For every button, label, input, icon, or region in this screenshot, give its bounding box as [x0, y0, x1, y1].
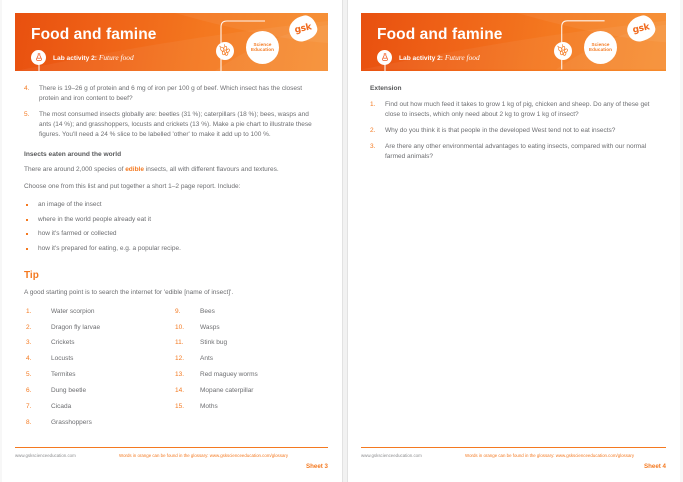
- item-label: Stink bug: [200, 339, 228, 347]
- list-item: [173, 354, 322, 363]
- item-number: 14.: [175, 387, 185, 395]
- activity-line: [377, 49, 480, 65]
- activity-line: [31, 49, 134, 65]
- sheet-number: Sheet 3: [305, 463, 328, 470]
- flask-icon: [35, 53, 43, 61]
- question-text: Find out how much feed it takes to grow 1 kg of pig, chicken and sheep. Do any of these get close to insects, which only need about 2 kg to grow 1 kg of insect?: [385, 101, 650, 118]
- list-item: [24, 323, 173, 332]
- item-label: Locusts: [51, 355, 74, 363]
- page-title: Food and famine: [377, 26, 503, 43]
- question-text: There is 19–26 g of protein and 6 mg of iron per 100 g of beef. Which insect has the closest protein and iron content to beef?: [39, 85, 303, 102]
- list-item: how it's prepared for eating, e.g. a popular recipe.: [24, 244, 322, 254]
- insect-illustration-circle: [554, 42, 572, 60]
- list-item: [24, 418, 173, 427]
- insect-icon: [216, 42, 234, 60]
- question-item: [365, 100, 660, 120]
- insect-icon: [554, 42, 572, 60]
- list-item: [173, 402, 322, 411]
- section-heading: Extension: [370, 85, 402, 92]
- item-number: 15.: [175, 403, 185, 411]
- question-number: 1.: [370, 101, 376, 108]
- flask-icon: [381, 53, 389, 61]
- footer-url[interactable]: www.gskscienceeducation.com: [361, 453, 422, 458]
- list-item: [173, 307, 322, 316]
- question-text: Why do you think it is that people in the developed West tend not to eat insects?: [385, 126, 616, 134]
- sci-line-1: Science: [253, 41, 272, 47]
- page-footer: [361, 447, 666, 470]
- question-number: 5.: [24, 110, 30, 118]
- list-item: [24, 370, 173, 379]
- item-label: Grasshoppers: [51, 419, 92, 427]
- sci-line-2: Education: [250, 46, 275, 52]
- science-education-circle: [584, 31, 617, 64]
- list-item: [173, 386, 322, 395]
- question-item: [19, 110, 322, 140]
- sci-line-1: Science: [591, 41, 610, 47]
- question-text: The most consumed insects globally are: beetles (31 %); caterpillars (18 %); bees, wasps and ants (14 %); and grasshoppers, locusts and crickets (13 %). Make a pie chart to illustrate these figures. You'll need a 24 % slice to be labelled 'other' to make it add up to 100 %.: [39, 110, 312, 138]
- list-item: how it's farmed or collected: [24, 229, 322, 239]
- list-item: [24, 338, 173, 347]
- question-item: [365, 126, 660, 136]
- insect-illustration-circle: [216, 42, 234, 60]
- item-number: 7.: [26, 403, 32, 411]
- tip-heading: Tip: [24, 269, 39, 281]
- question-number: 3.: [370, 142, 376, 150]
- item-number: 8.: [26, 419, 32, 427]
- footer-glossary-note[interactable]: Words in orange can be found in the glossary: www.gskscienceeducation.com/glossary: [119, 453, 289, 458]
- extension-question-list: [365, 100, 660, 161]
- list-item: [173, 338, 322, 347]
- item-number: 3.: [26, 339, 32, 347]
- section-heading: Insects eaten around the world: [24, 151, 122, 159]
- right-page-content: [348, 85, 680, 161]
- report-requirements-list: [24, 200, 322, 254]
- footer-row: [15, 453, 328, 458]
- item-label: Wasps: [200, 323, 220, 331]
- item-number: 1.: [26, 307, 32, 315]
- intro-before: There are around 2,000 species of: [24, 166, 126, 174]
- insect-column-1: [24, 307, 173, 434]
- badge-stem: [38, 64, 39, 72]
- item-number: 4.: [26, 355, 32, 363]
- item-number: 13.: [175, 371, 185, 379]
- item-label: Moths: [200, 403, 218, 411]
- item-label: Crickets: [51, 339, 75, 347]
- list-item: [24, 307, 173, 316]
- insect-column-2: [173, 307, 322, 434]
- question-number: 4.: [24, 85, 30, 92]
- insect-list: [24, 307, 322, 434]
- list-item: where in the world people already eat it: [24, 215, 322, 225]
- item-label: Dung beetle: [51, 387, 87, 395]
- footer-divider: [15, 447, 328, 448]
- footer-glossary-note[interactable]: Words in orange can be found in the glossary: www.gskscienceeducation.com/glossary: [465, 453, 635, 458]
- page-footer: [15, 447, 328, 470]
- badge-stem: [384, 64, 385, 72]
- page-title: Food and famine: [31, 26, 157, 43]
- gsk-logo: [627, 16, 655, 41]
- page-banner: [15, 13, 328, 71]
- question-number: 2.: [370, 126, 376, 134]
- item-number: 5.: [26, 371, 32, 379]
- gsk-logo-text: gsk: [631, 21, 651, 36]
- glossary-term-edible[interactable]: edible: [125, 166, 144, 174]
- item-label: Red maguey worms: [200, 371, 258, 379]
- science-education-circle: [246, 31, 279, 64]
- item-label: Water scorpion: [51, 307, 95, 315]
- item-number: 2.: [26, 323, 32, 331]
- item-label: Bees: [200, 307, 215, 315]
- intro-after: insects, all with different flavours and textures.: [143, 166, 279, 174]
- question-list: [19, 84, 322, 139]
- question-text: Are there any other environmental advantages to eating insects, compared with our normal farmed animals?: [385, 142, 647, 160]
- sheet-number: Sheet 4: [643, 463, 666, 470]
- list-item: [24, 402, 173, 411]
- sci-line-2: Education: [588, 46, 613, 52]
- insect-column-2-items: [173, 307, 322, 412]
- insect-column-1-items: [24, 307, 173, 428]
- item-number: 9.: [175, 307, 181, 315]
- footer-url[interactable]: www.gskscienceeducation.com: [15, 453, 76, 458]
- item-label: Termites: [51, 371, 76, 379]
- page-sheet-3: [2, 0, 342, 482]
- left-page-content: [2, 84, 342, 434]
- list-item: [24, 354, 173, 363]
- gsk-logo-text: gsk: [293, 21, 313, 36]
- page-banner: [361, 13, 666, 71]
- activity-label: Lab activity 2: Future food: [53, 52, 134, 62]
- gsk-logo: [289, 16, 317, 41]
- item-label: Ants: [200, 355, 214, 363]
- question-item: [365, 142, 660, 162]
- page-sheet-4: [348, 0, 680, 482]
- item-label: Cicada: [51, 403, 72, 411]
- intro-paragraph: [24, 165, 322, 175]
- instruction-paragraph: Choose one from this list and put together a short 1–2 page report. Include:: [24, 183, 241, 191]
- item-number: 6.: [26, 387, 32, 395]
- item-number: 11.: [175, 339, 184, 347]
- flask-badge: [377, 50, 392, 65]
- activity-label: Lab activity 2: Future food: [399, 52, 480, 62]
- question-item: [19, 84, 322, 104]
- list-item: [24, 386, 173, 395]
- item-label: Dragon fly larvae: [51, 323, 101, 331]
- item-number: 10.: [175, 323, 185, 331]
- footer-divider: [361, 447, 666, 448]
- list-item: [173, 323, 322, 332]
- footer-row: [361, 453, 666, 458]
- item-label: Mopane caterpillar: [200, 387, 254, 395]
- list-item: [173, 370, 322, 379]
- flask-badge: [31, 50, 46, 65]
- item-number: 12.: [175, 355, 185, 363]
- list-item: an image of the insect: [24, 200, 322, 210]
- tip-text: A good starting point is to search the internet for 'edible [name of insect]'.: [24, 288, 234, 296]
